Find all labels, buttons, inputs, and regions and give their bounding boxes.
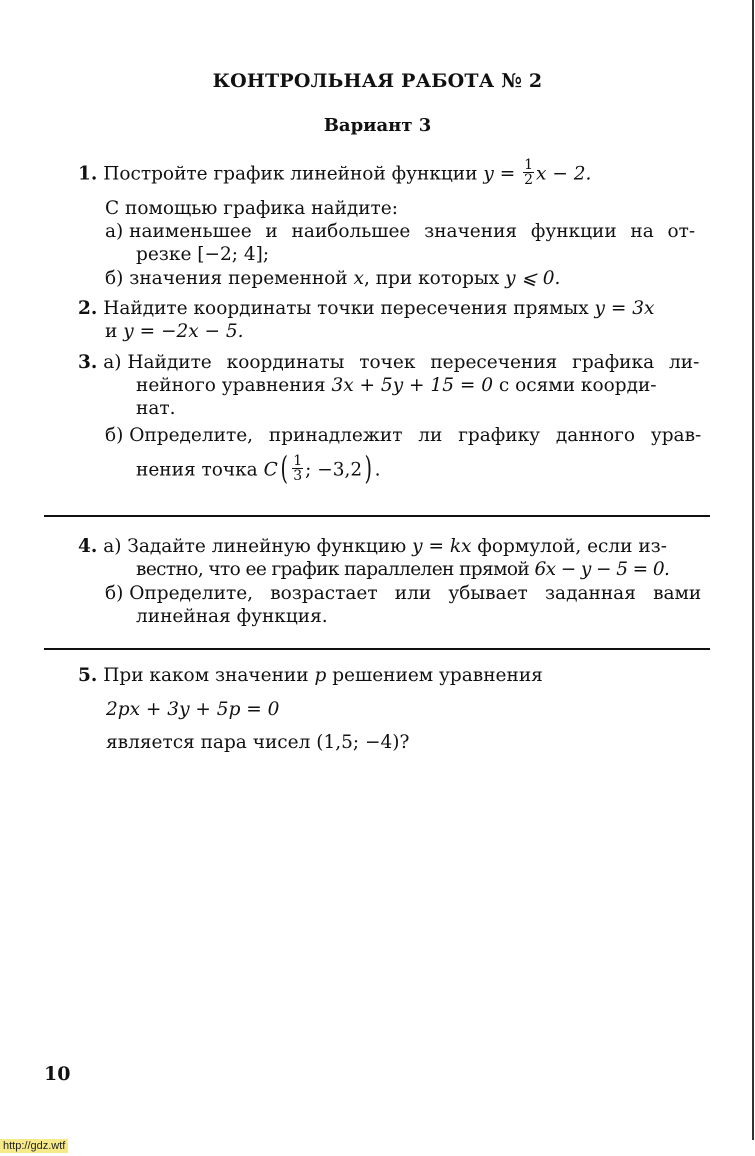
formula: y =	[483, 163, 516, 185]
task-number: 4.	[78, 536, 98, 557]
task-1b-line	[105, 267, 560, 291]
formula: y = −2x − 5.	[123, 321, 244, 342]
task-1-line-1	[78, 157, 592, 189]
watermark-link[interactable]: http://gdz.wtf	[0, 1139, 68, 1153]
sub-label: а)	[103, 536, 122, 557]
fraction	[523, 158, 534, 187]
sub-text: наименьшее и наибольшее значения функции на от-	[129, 221, 696, 242]
task-3b-line-2	[136, 448, 381, 487]
fraction-numerator: 1	[524, 157, 534, 173]
sub-text: с осями коорди-	[498, 375, 657, 396]
right-paren: )	[364, 448, 373, 487]
section-divider	[44, 515, 710, 517]
task-4b-line-2: линейная функция.	[136, 606, 328, 627]
task-text: Постройте график линейной функции	[103, 163, 478, 185]
formula: 2px + 3y + 5p = 0	[106, 699, 280, 720]
sub-text: Задайте линейную функцию	[127, 536, 407, 557]
task-number: 1.	[78, 163, 98, 185]
task-text: Найдите координаты точки пересечения прямых	[103, 298, 589, 319]
sub-text: значения переменной	[129, 268, 348, 289]
sub-text: , при которых	[363, 268, 500, 289]
task-4a-line-1	[78, 535, 667, 559]
condition: y ⩽ 0.	[505, 268, 561, 289]
task-2-line-2	[105, 320, 244, 344]
task-number: 3.	[78, 352, 98, 373]
task-number: 2.	[78, 298, 98, 319]
task-1-intro: С помощью графика найдите:	[105, 198, 398, 219]
sub-text: Определите, принадлежит ли графику данного урав-	[129, 425, 702, 446]
section-divider	[44, 648, 710, 650]
sub-text: вестно, что ее график параллелен прямой	[136, 559, 530, 580]
fraction	[292, 454, 303, 483]
task-3a-line-1	[78, 351, 699, 375]
sub-text: Найдите координаты точек пересечения графика ли-	[127, 352, 700, 373]
sub-label: а)	[103, 352, 122, 373]
formula: y = kx	[412, 536, 472, 557]
formula: 3x + 5y + 15 = 0	[331, 375, 493, 396]
task-5-line-3: является пара чисел (1,5; −4)?	[106, 732, 410, 753]
sub-text: Определите, возрастает или убывает заданная вами	[129, 583, 702, 604]
task-text: При каком значении	[103, 665, 309, 686]
variant-heading: Вариант 3	[323, 115, 432, 136]
task-3b-line-1	[105, 424, 701, 448]
left-paren: (	[280, 448, 288, 487]
sub-text: нейного уравнения	[136, 375, 326, 396]
task-4a-line-2	[136, 558, 669, 582]
task-number: 5.	[78, 665, 98, 686]
task-3a-line-3: нат.	[136, 398, 176, 419]
coordinate: ; −3,2	[305, 459, 363, 481]
task-2-line-1	[78, 297, 654, 321]
task-text: решением уравнения	[332, 665, 543, 686]
sub-label: а)	[105, 221, 124, 242]
task-5-line-1	[78, 664, 543, 688]
period: .	[374, 459, 381, 481]
sub-label: б)	[105, 425, 124, 446]
sub-label: б)	[105, 268, 124, 289]
task-1a-line-2: резке [−2; 4];	[136, 244, 270, 265]
page-edge-border	[752, 0, 754, 1140]
formula: x − 2.	[536, 163, 592, 185]
variable: x	[353, 268, 364, 289]
task-4b-line-1	[105, 582, 701, 606]
task-1a-line-1	[105, 220, 695, 244]
sub-text: формулой, если из-	[477, 536, 668, 557]
task-3a-line-2	[136, 374, 657, 398]
variable: p	[314, 665, 327, 686]
fraction-denominator: 2	[524, 172, 534, 188]
task-5-equation	[106, 698, 279, 722]
formula: y = 3x	[594, 298, 655, 319]
point-label: C	[263, 459, 278, 481]
page-number: 10	[44, 1063, 71, 1085]
formula: 6x − y − 5 = 0.	[534, 559, 670, 580]
fraction-numerator: 1	[293, 453, 303, 469]
fraction-denominator: 3	[293, 468, 303, 484]
task-text: и	[105, 321, 118, 342]
sub-text: нения точка	[136, 459, 258, 481]
page-title: КОНТРОЛЬНАЯ РАБОТА № 2	[212, 70, 543, 92]
sub-label: б)	[105, 583, 124, 604]
